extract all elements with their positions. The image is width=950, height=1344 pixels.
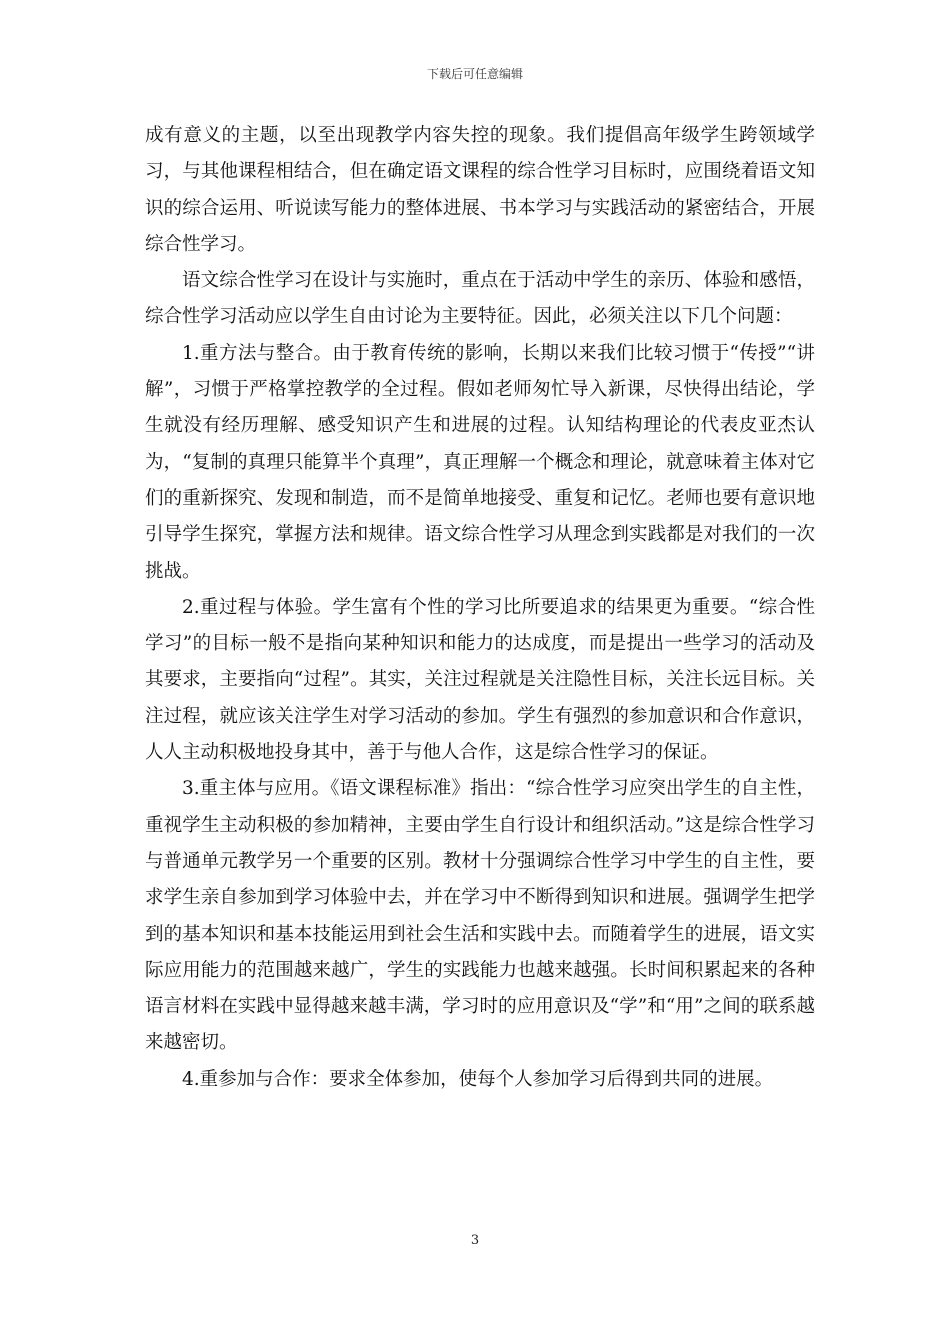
paragraph-continuation: 成有意义的主题，以至出现教学内容失控的现象。我们提倡高年级学生跨领域学习，与其他课程相结合，但在确定语文课程的综合性学习目标时，应围绕着语文知识的综合运用、听说读写能力的整体进展、书本学习与实践活动的紧密结合，开展综合性学习。 xyxy=(145,125,815,255)
paragraph-intro: 语文综合性学习在设计与实施时，重点在于活动中学生的亲历、体验和感悟，综合性学习活动应以学生自由讨论为主要特征。因此，必须关注以下几个问题： xyxy=(145,270,815,328)
paragraph-point-2: 2.重过程与体验。学生富有个性的学习比所要追求的结果更为重要。“综合性学习”的目标一般不是指向某种知识和能力的达成度，而是提出一些学习的活动及其要求，主要指向“过程”。其实，关注过程就是关注隐性目标，关注长远目标。关注过程，就应该关注学生对学习活动的参加。学生有强烈的参加意识和合作意识，人人主动积极地投身其中，善于与他人合作，这是综合性学习的保证。 xyxy=(145,596,815,764)
page-header: 下载后可任意编辑 xyxy=(426,67,523,81)
page-number: 3 xyxy=(470,1233,480,1248)
paragraph-point-3: 3.重主体与应用。《语文课程标准》指出：“综合性学习应突出学生的自主性，重视学生主动积极的参加精神，主要由学生自行设计和组织活动。”这是综合性学习与普通单元教学另一个重要的区别。教材十分强调综合性学习中学生的自主性，要求学生亲自参加到学习体验中去，并在学习中不断得到知识和进展。强调学生把学到的基本知识和基本技能运用到社会生活和实践中去。而随着学生的进展，语文实际应用能力的范围越来越广，学生的实践能力也越来越强。长时间积累起来的各种语言材料在实践中显得越来越丰满，学习时的应用意识及“学”和“用”之间的联系越来越密切。 xyxy=(145,778,815,1054)
document-body xyxy=(145,118,815,1098)
paragraph-point-1: 1.重方法与整合。由于教育传统的影响，长期以来我们比较习惯于“传授”“讲解”，习惯于严格掌控教学的全过程。假如老师匆忙导入新课，尽快得出结论，学生就没有经历理解、感受知识产生和进展的过程。认知结构理论的代表皮亚杰认为，“复制的真理只能算半个真理”，真正理解一个概念和理论，就意味着主体对它们的重新探究、发现和制造，而不是简单地接受、重复和记忆。老师也要有意识地引导学生探究，掌握方法和规律。语文综合性学习从理念到实践都是对我们的一次挑战。 xyxy=(145,342,815,582)
paragraph-point-4: 4.重参加与合作：要求全体参加，使每个人参加学习后得到共同的进展。 xyxy=(182,1068,774,1090)
